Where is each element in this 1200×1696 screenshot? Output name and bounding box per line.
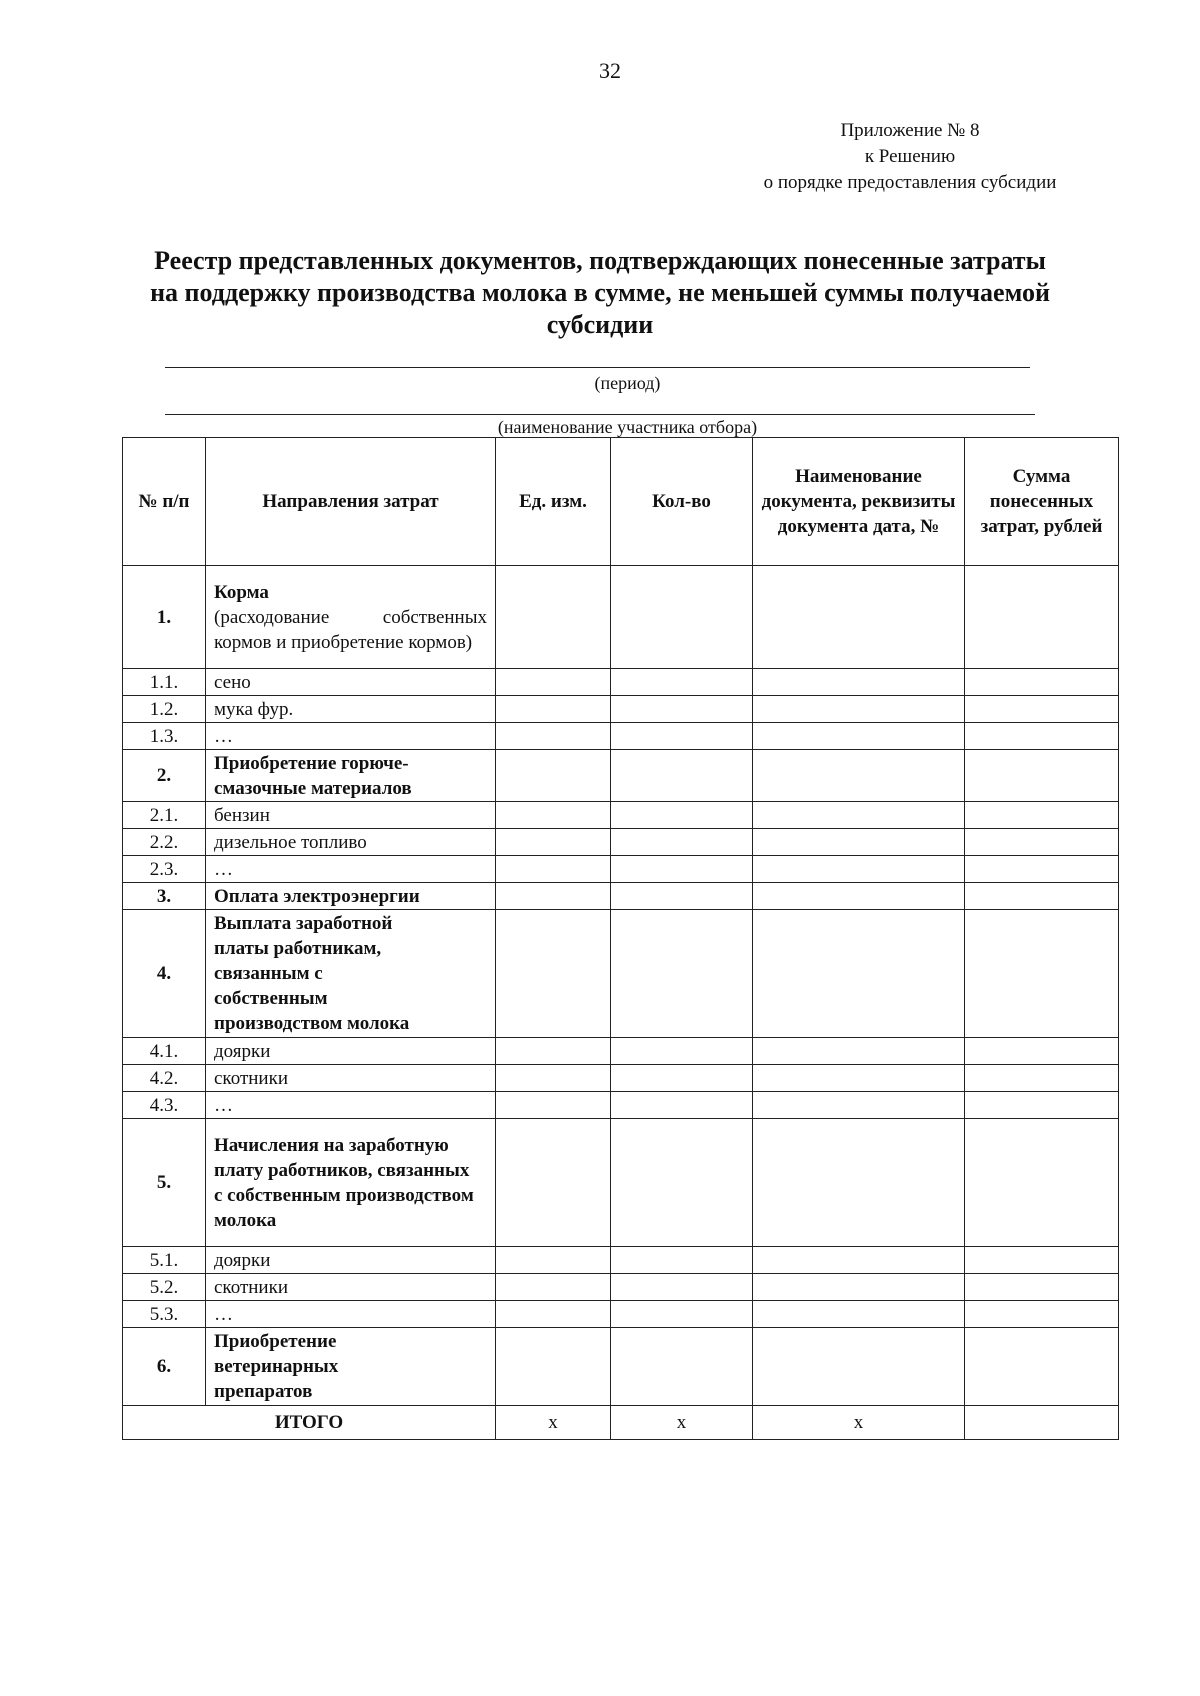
header-doc: Наименование документа, реквизиты документа дата, № [753, 438, 965, 566]
header-unit: Ед. изм. [496, 438, 611, 566]
table-row [123, 723, 1119, 750]
table-row [123, 669, 1119, 696]
row-number: 4.2. [123, 1065, 206, 1092]
row-direction: … [206, 1301, 496, 1328]
appendix-block [700, 118, 1120, 196]
header-sum: Сумма понесенных затрат, рублей [965, 438, 1119, 566]
total-qty: х [611, 1406, 753, 1440]
participant-caption: (наименование участника отбора) [497, 417, 758, 437]
participant-line [165, 414, 1035, 415]
table-row [123, 1065, 1119, 1092]
row-direction: скотники [206, 1065, 496, 1092]
header-direction: Направления затрат [206, 438, 496, 566]
row-number: 4.3. [123, 1092, 206, 1119]
table-row [123, 1328, 1119, 1406]
period-caption: (период) [594, 373, 661, 393]
table-row [123, 566, 1119, 669]
row-direction: доярки [206, 1247, 496, 1274]
header-num: № п/п [123, 438, 206, 566]
period-line [165, 367, 1030, 368]
table-row [123, 883, 1119, 910]
row-direction: … [206, 723, 496, 750]
table-row [123, 696, 1119, 723]
row-number: 4.1. [123, 1038, 206, 1065]
header-qty: Кол-во [611, 438, 753, 566]
table-row [123, 1119, 1119, 1247]
row-number: 1.3. [123, 723, 206, 750]
row-direction: скотники [206, 1274, 496, 1301]
row-direction: … [206, 856, 496, 883]
table-row [123, 1247, 1119, 1274]
row-direction: Начисления на заработную плату работников, связанных с собственным производством молока [206, 1119, 496, 1247]
table-row [123, 750, 1119, 802]
row-number: 2.3. [123, 856, 206, 883]
appendix-line-1: Приложение № 8 [840, 120, 980, 141]
row-direction: доярки [206, 1038, 496, 1065]
table-row [123, 1301, 1119, 1328]
table-row [123, 1038, 1119, 1065]
register-table [122, 437, 1119, 1440]
total-doc: х [753, 1406, 965, 1440]
row-number: 6. [123, 1328, 206, 1406]
row-number: 1.2. [123, 696, 206, 723]
row-direction: Выплата заработной платы работникам, связанным с собственным производством молока [206, 910, 496, 1038]
row-number: 2. [123, 750, 206, 802]
appendix-line-3: о порядке предоставления субсидии [763, 172, 1057, 193]
row-number: 5.3. [123, 1301, 206, 1328]
row-number: 1. [123, 566, 206, 669]
table-row [123, 910, 1119, 1038]
row-direction: мука фур. [206, 696, 496, 723]
row-direction: … [206, 1092, 496, 1119]
row-direction [206, 566, 496, 669]
row-number: 5.1. [123, 1247, 206, 1274]
row-direction: дизельное топливо [206, 829, 496, 856]
row-direction-heading: Корма [214, 581, 269, 603]
page-number: 32 [599, 58, 621, 83]
row-direction: Приобретение горюче-смазочные материалов [206, 750, 496, 802]
total-unit: х [496, 1406, 611, 1440]
row-number: 5.2. [123, 1274, 206, 1301]
table-row [123, 1274, 1119, 1301]
row-number: 4. [123, 910, 206, 1038]
row-direction: бензин [206, 802, 496, 829]
row-direction: Приобретение ветеринарных препаратов [206, 1328, 496, 1406]
row-number: 1.1. [123, 669, 206, 696]
table-row [123, 1092, 1119, 1119]
row-direction: сено [206, 669, 496, 696]
total-sum [965, 1406, 1119, 1440]
row-number: 2.1. [123, 802, 206, 829]
row-number: 5. [123, 1119, 206, 1247]
total-row [123, 1406, 1119, 1440]
table-row [123, 829, 1119, 856]
row-number: 2.2. [123, 829, 206, 856]
table-header-row [123, 438, 1119, 566]
row-direction: Оплата электроэнергии [206, 883, 496, 910]
row-number: 3. [123, 883, 206, 910]
document-title: Реестр представленных документов, подтверждающих понесенные затраты на поддержку производства молока в сумме, не меньшей суммы получаемой субсидии [150, 246, 1050, 339]
table-row [123, 856, 1119, 883]
total-label: ИТОГО [123, 1406, 496, 1440]
table-row [123, 802, 1119, 829]
row-direction-note: (расходование собственных кормов и приобретение кормов) [214, 606, 487, 653]
appendix-line-2: к Решению [864, 146, 956, 167]
